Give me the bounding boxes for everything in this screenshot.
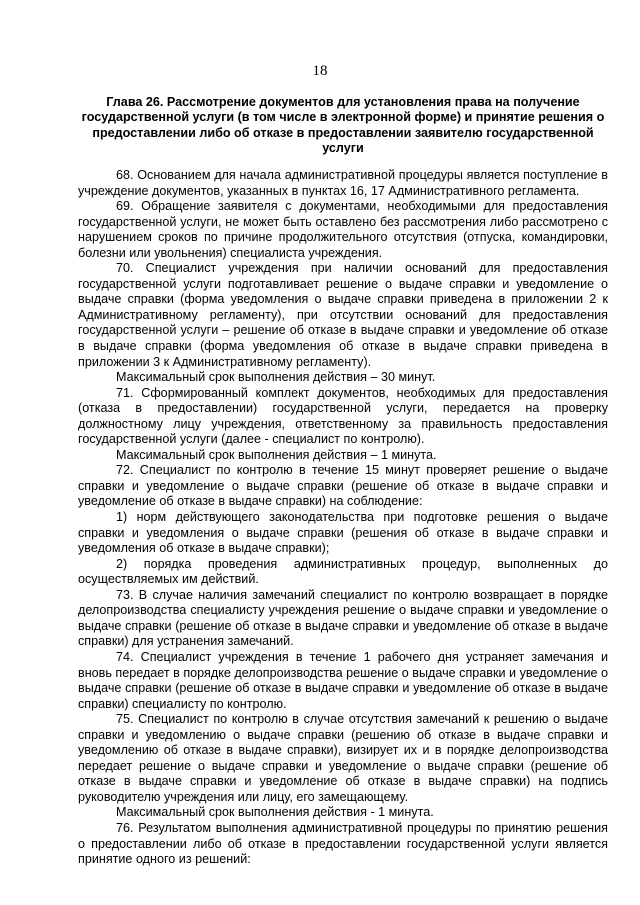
list-item-1: 1) норм действующего законодательства при подготовке решения о выдаче справки и уведомления о выдаче справки (решения об отказе в выдаче справки и уведомления об отказе в выдаче справки);	[78, 510, 608, 556]
paragraph-76: 76. Результатом выполнения административной процедуры по принятию решения о предоставлении либо об отказе в предоставлении государственной услуги является принятие одного из решений:	[78, 820, 608, 867]
document-body	[78, 168, 608, 868]
paragraph-75: 75. Специалист по контролю в случае отсутствия замечаний к решению о выдаче справки и уведомлению о выдаче справки (решению об отказе в выдаче справки и уведомлению об отказе в выдаче справки), визирует их и в порядке делопроизводства передает решение о выдаче справки и уведомление о выдаче справки (решение об отказе в выдаче справки и уведомление об отказе в выдаче справки) на подпись руководителю учреждения или лицу, его замещающему.	[78, 712, 608, 804]
list-item-2: 2) порядка проведения административных процедур, выполненных до осуществляемых им действий.	[78, 556, 608, 587]
paragraph-68: 68. Основанием для начала административной процедуры является поступление в учреждение документов, указанных в пунктах 16, 17 Административного регламента.	[78, 168, 608, 198]
max-time-note: Максимальный срок выполнения действия - 1 минута.	[116, 805, 434, 820]
max-time-note: Максимальный срок выполнения действия – 1 минута.	[116, 447, 437, 462]
paragraph-71: 71. Сформированный комплект документов, необходимых для предоставления (отказа в предоставлении) государственной услуги, передается на проверку должностному лицу учреждения, ответственному за правильность предоставления государственной услуги (далее - специалист по контролю).	[78, 385, 608, 447]
max-time-note: Максимальный срок выполнения действия – 30 минут.	[116, 370, 436, 385]
paragraph-70: 70. Специалист учреждения при наличии оснований для предоставления государственной услуги подготавливает решение о выдаче справки и уведомление о выдаче справки (форма уведомления о выдаче справки приведена в приложении 2 к Административному регламенту), при отсутствии оснований для предоставления государственной услуги – решение об отказе в выдаче справки и уведомление об отказе в выдаче справки (форма уведомления об отказе в выдаче справки приведена в приложении 3 к Административному регламенту).	[78, 261, 608, 369]
paragraph-73: 73. В случае наличия замечаний специалист по контролю возвращает в порядке делопроизводства специалисту учреждения решение о выдаче справки и уведомление о выдаче справки (решение об отказе в выдаче справки и уведомление об отказе в выдаче справки) для устранения замечаний.	[78, 587, 608, 649]
paragraph-69: 69. Обращение заявителя с документами, необходимыми для предоставления государственной услуги, не может быть оставлено без рассмотрения либо рассмотрено с нарушением сроков по причине продолжительного отсутствия (отпуска, командировки, болезни или увольнения) специалиста учреждения.	[78, 199, 608, 260]
paragraph-72: 72. Специалист по контролю в течение 15 минут проверяет решение о выдаче справки и уведомление о выдаче справки (решение об отказе в выдаче справки и уведомление об отказе в выдаче справки) на соблюдение:	[78, 463, 608, 509]
paragraph-74: 74. Специалист учреждения в течение 1 рабочего дня устраняет замечания и вновь передает в порядке делопроизводства решение о выдаче справки и уведомление о выдаче справки (решение об отказе в выдаче справки и уведомление об отказе в выдаче справки) специалисту по контролю.	[78, 649, 608, 711]
chapter-heading: Глава 26. Рассмотрение документов для установления права на получение государственной услуги (в том числе в электронной форме) и принятие решения о предоставлении либо об отказе в предоставлении заявителю государственной услуги	[81, 95, 605, 156]
page-number: 18	[312, 63, 328, 79]
